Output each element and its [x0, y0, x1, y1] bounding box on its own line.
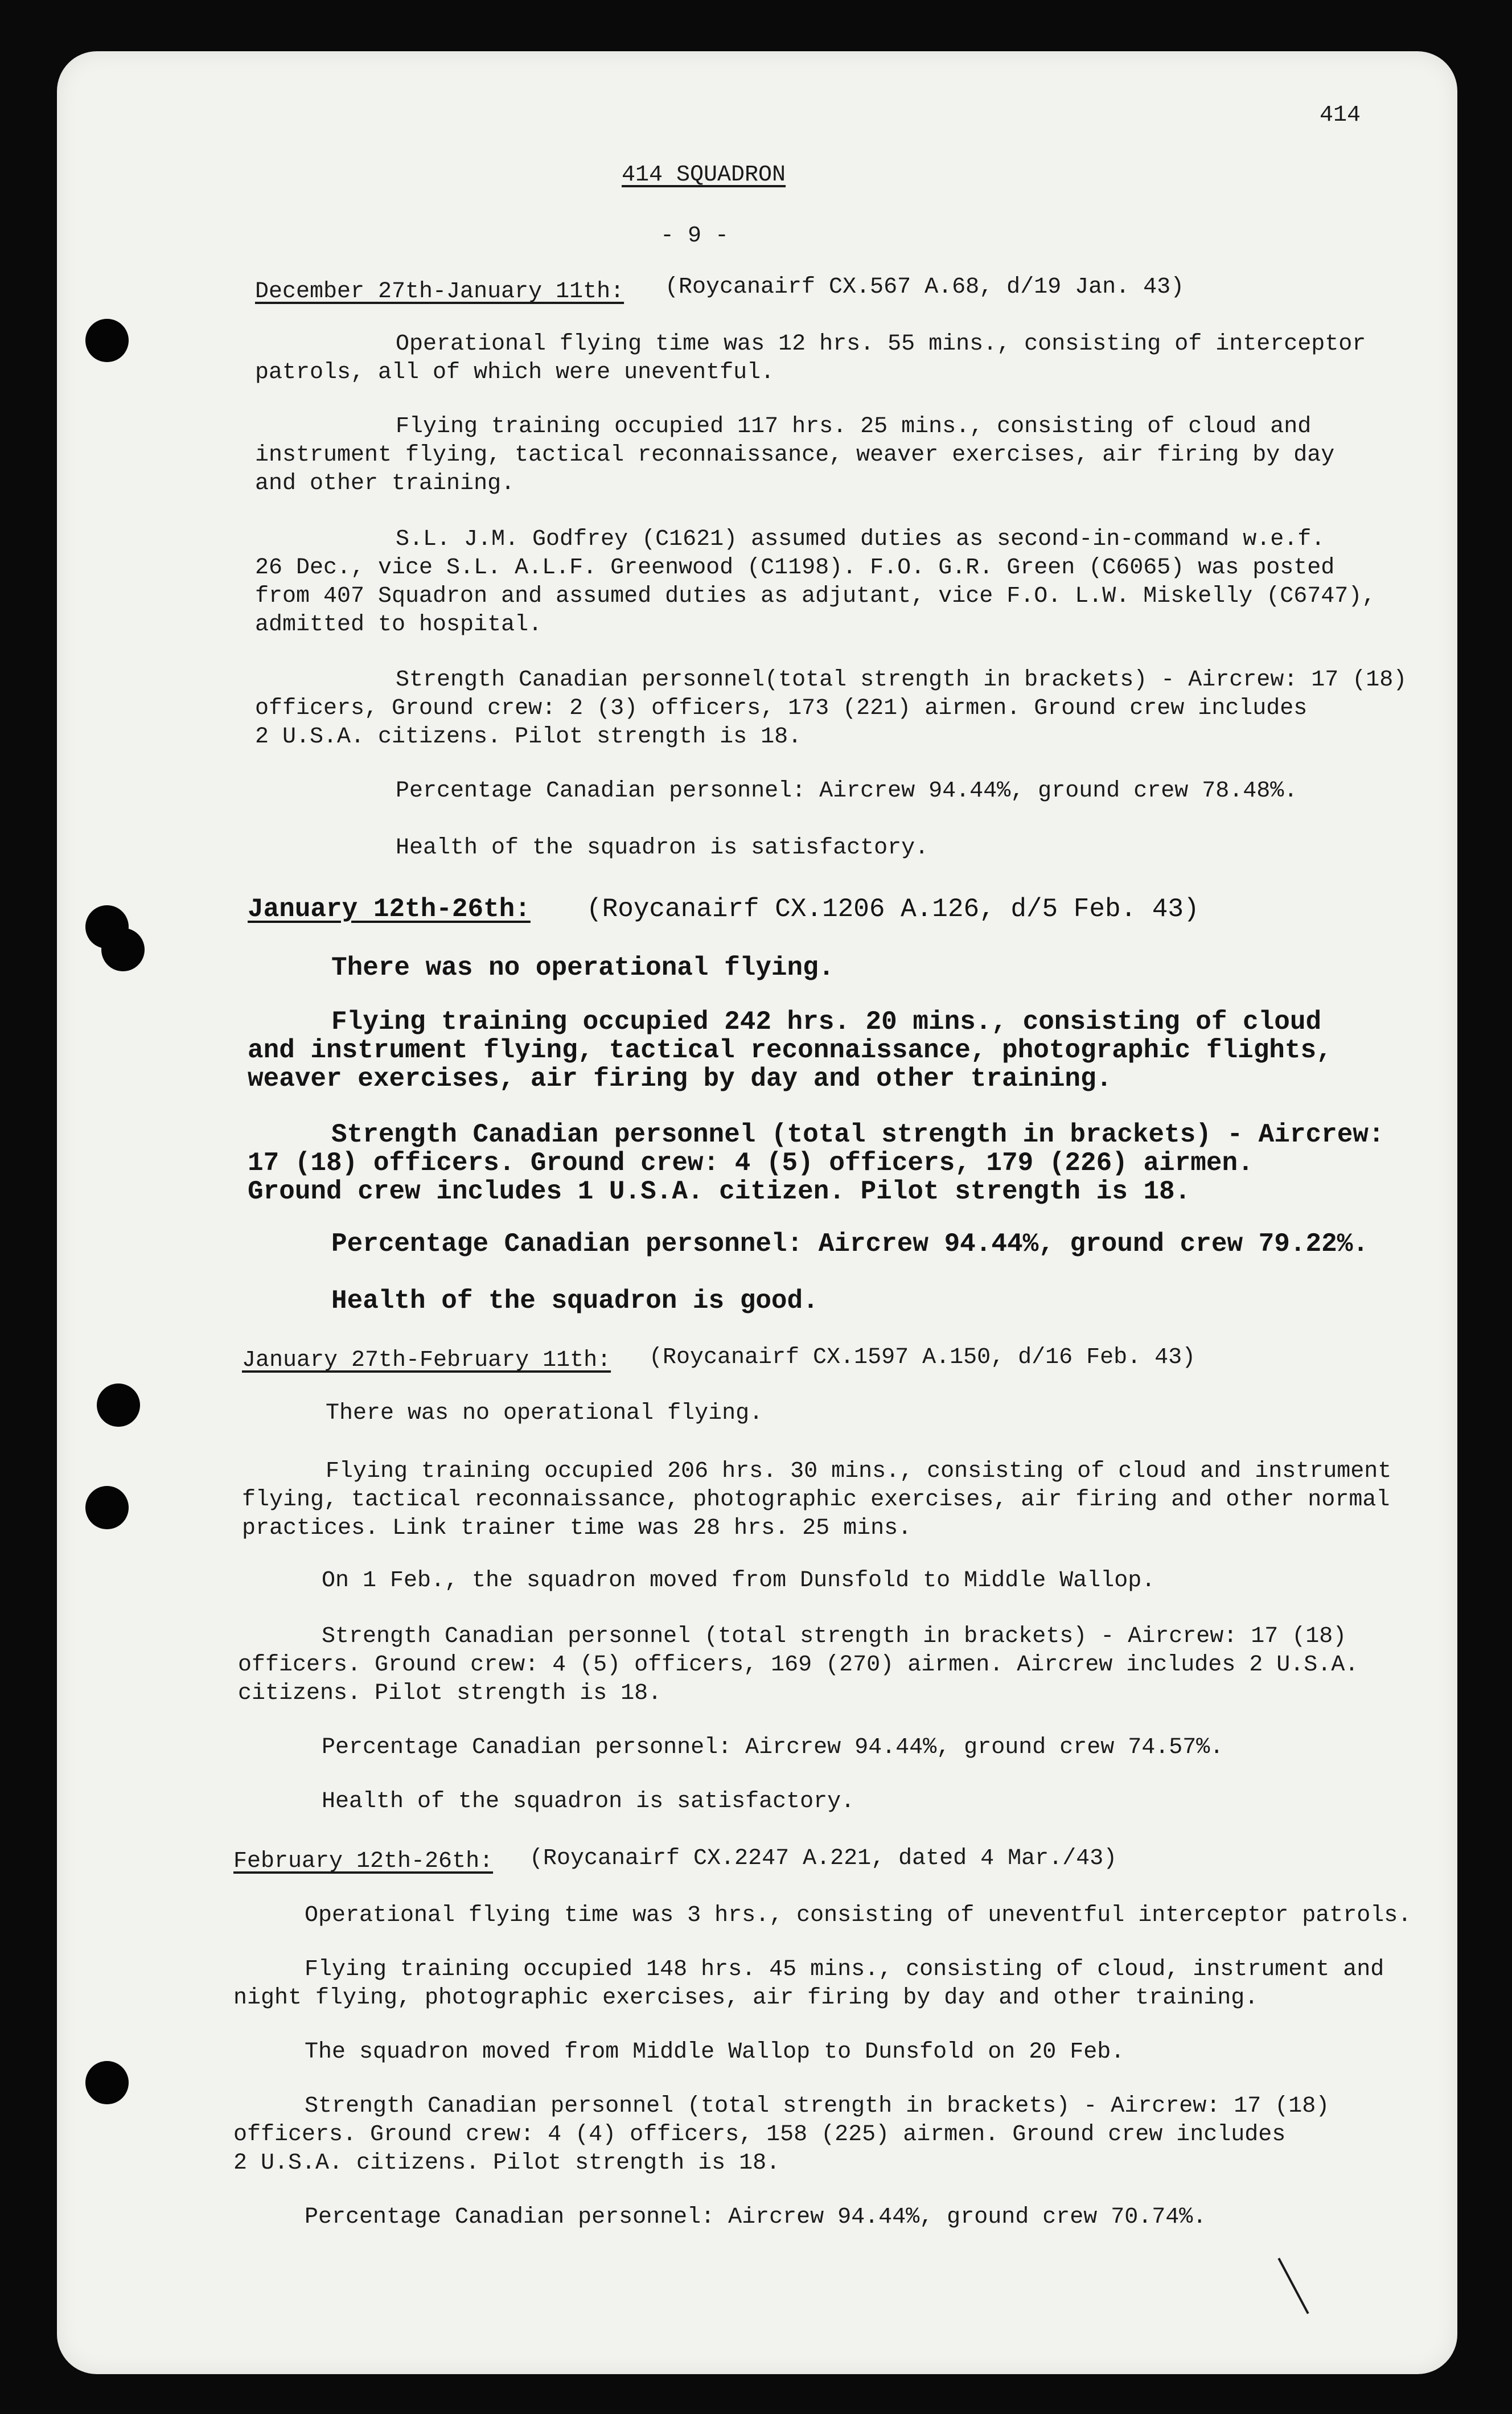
binder-hole — [85, 319, 129, 362]
text-line: Health of the squadron is satisfactory. — [396, 835, 929, 861]
text-line: instrument flying, tactical reconnaissance, weaver exercises, air firing by day — [255, 442, 1335, 468]
text-line: Percentage Canadian personnel: Aircrew 94.44%, ground crew 78.48%. — [396, 778, 1298, 804]
page-title: 414 SQUADRON — [622, 162, 786, 188]
text-line: Health of the squadron is good. — [331, 1286, 819, 1316]
text-line: flying, tactical reconnaissance, photographic exercises, air firing and other normal — [242, 1487, 1390, 1513]
text-line: Flying training occupied 242 hrs. 20 mins., consisting of cloud — [331, 1007, 1322, 1037]
text-line: There was no operational flying. — [331, 953, 835, 983]
text-line: admitted to hospital. — [255, 612, 543, 638]
text-line: Strength Canadian personnel (total strength in brackets) - Aircrew: 17 (18) — [305, 2093, 1330, 2119]
section-heading: February 12th-26th: — [233, 1849, 494, 1874]
text-line: Percentage Canadian personnel: Aircrew 94.44%, ground crew 74.57%. — [322, 1735, 1224, 1760]
text-line: Flying training occupied 117 hrs. 25 mins., consisting of cloud and — [396, 414, 1312, 440]
text-line: Strength Canadian personnel (total strength in brackets) - Aircrew: 17 (18) — [322, 1624, 1347, 1649]
text-line: 26 Dec., vice S.L. A.L.F. Greenwood (C1198). F.O. G.R. Green (C6065) was posted — [255, 555, 1335, 581]
text-line: There was no operational flying. — [326, 1401, 763, 1426]
text-line: Ground crew includes 1 U.S.A. citizen. Pilot strength is 18. — [248, 1177, 1191, 1206]
text-line: from 407 Squadron and assumed duties as adjutant, vice F.O. L.W. Miskelly (C6747), — [255, 584, 1376, 609]
text-line: 2 U.S.A. citizens. Pilot strength is 18. — [233, 2150, 780, 2176]
section-reference: (Roycanairf CX.2247 A.221, dated 4 Mar./43) — [529, 1846, 1117, 1871]
text-line: Operational flying time was 3 hrs., consisting of uneventful interceptor patrols. — [305, 1903, 1412, 1928]
text-line: 2 U.S.A. citizens. Pilot strength is 18. — [255, 724, 802, 750]
text-line: night flying, photographic exercises, air firing by day and other training. — [233, 1985, 1259, 2011]
binder-hole — [85, 2061, 129, 2104]
sheet-number: - 9 - — [660, 223, 729, 249]
text-line: citizens. Pilot strength is 18. — [238, 1681, 662, 1706]
section-heading: January 12th-26th: — [248, 894, 531, 924]
text-line: Percentage Canadian personnel: Aircrew 94.44%, ground crew 70.74%. — [305, 2204, 1207, 2230]
text-line: patrols, all of which were uneventful. — [255, 360, 775, 385]
page-number: 414 — [1320, 102, 1361, 128]
section-heading: December 27th-January 11th: — [255, 279, 624, 305]
text-line: 17 (18) officers. Ground crew: 4 (5) officers, 179 (226) airmen. — [248, 1148, 1254, 1178]
text-line: weaver exercises, air firing by day and other training. — [248, 1064, 1112, 1094]
binder-hole — [85, 1486, 129, 1529]
text-line: officers. Ground crew: 4 (5) officers, 169 (270) airmen. Aircrew includes 2 U.S.A. — [238, 1652, 1359, 1678]
text-line: Percentage Canadian personnel: Aircrew 94.44%, ground crew 79.22%. — [331, 1229, 1369, 1259]
section-reference: (Roycanairf CX.1597 A.150, d/16 Feb. 43) — [649, 1345, 1196, 1370]
text-line: S.L. J.M. Godfrey (C1621) assumed duties as second-in-command w.e.f. — [396, 527, 1325, 552]
text-line: and instrument flying, tactical reconnaissance, photographic flights, — [248, 1036, 1332, 1065]
text-line: Strength Canadian personnel (total strength in brackets) - Aircrew: — [331, 1120, 1384, 1149]
binder-hole — [97, 1383, 140, 1427]
text-line: On 1 Feb., the squadron moved from Dunsfold to Middle Wallop. — [322, 1568, 1156, 1594]
text-line: and other training. — [255, 471, 515, 496]
text-line: Strength Canadian personnel(total strength in brackets) - Aircrew: 17 (18) — [396, 667, 1407, 693]
text-line: Health of the squadron is satisfactory. — [322, 1789, 855, 1814]
text-line: officers. Ground crew: 4 (4) officers, 158 (225) airmen. Ground crew includes — [233, 2122, 1286, 2148]
text-line: Flying training occupied 148 hrs. 45 mins., consisting of cloud, instrument and — [305, 1957, 1384, 1982]
text-line: Flying training occupied 206 hrs. 30 mins., consisting of cloud and instrument — [326, 1459, 1392, 1484]
text-line: officers, Ground crew: 2 (3) officers, 173 (221) airmen. Ground crew includes — [255, 696, 1308, 721]
section-reference: (Roycanairf CX.567 A.68, d/19 Jan. 43) — [665, 274, 1185, 300]
text-line: The squadron moved from Middle Wallop to Dunsfold on 20 Feb. — [305, 2039, 1125, 2065]
document-page — [57, 51, 1457, 2374]
text-line: Operational flying time was 12 hrs. 55 mins., consisting of interceptor — [396, 331, 1366, 357]
section-heading: January 27th-February 11th: — [242, 1348, 611, 1373]
text-line: practices. Link trainer time was 28 hrs. 25 mins. — [242, 1516, 912, 1541]
section-reference: (Roycanairf CX.1206 A.126, d/5 Feb. 43) — [586, 894, 1199, 924]
binder-hole — [101, 928, 145, 971]
